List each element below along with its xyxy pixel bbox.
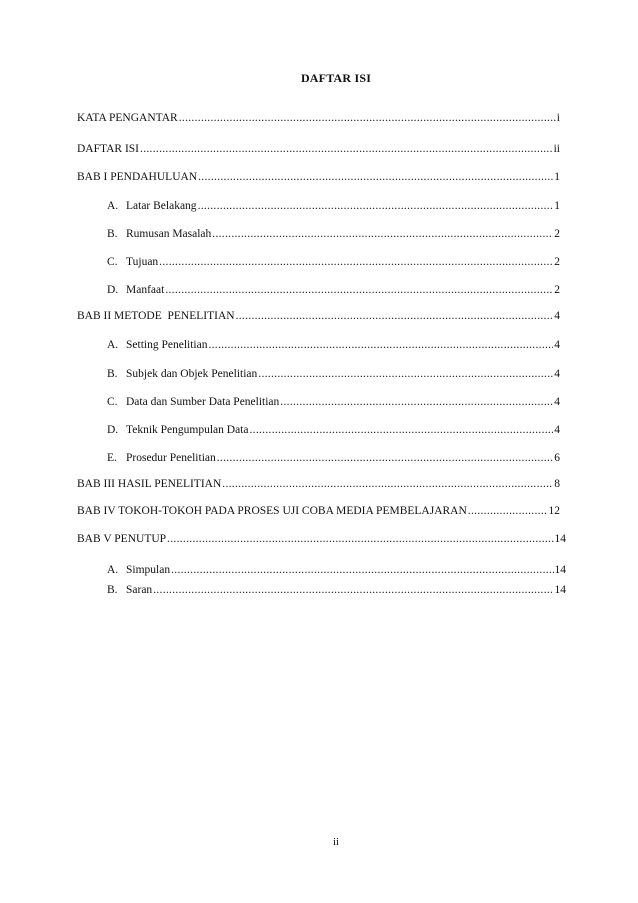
toc-entry-label: Rumusan Masalah (126, 228, 212, 240)
toc-entry-label: Manfaat (126, 284, 165, 296)
dot-leader (153, 582, 553, 598)
dot-leader (140, 141, 553, 157)
toc-entry-bab-3 (77, 476, 560, 492)
toc-entry-label: Prosedur Penelitian (126, 452, 216, 464)
toc-subentry-letter: E. (107, 452, 117, 464)
toc-entry-page: 4 (554, 310, 560, 322)
toc-entry-page: 4 (554, 368, 560, 380)
toc-subentry-manfaat (107, 282, 560, 298)
toc-entry-page: 6 (554, 452, 560, 464)
dot-leader (179, 110, 556, 126)
toc-entry-kata-pengantar (77, 110, 560, 126)
toc-entry-label: Simpulan (126, 564, 171, 576)
toc-entry-label: Teknik Pengumpulan Data (126, 424, 249, 436)
toc-entry-label: BAB II METODE PENELITIAN (77, 310, 235, 322)
page-title: DAFTAR ISI (300, 71, 372, 85)
toc-entry-bab-2 (77, 308, 560, 324)
toc-subentry-teknik-pengumpulan (107, 422, 560, 438)
dot-leader (258, 366, 553, 382)
toc-entry-label: Tujuan (126, 256, 159, 268)
toc-entry-page: 4 (554, 396, 560, 408)
toc-entry-bab-1 (77, 169, 560, 185)
toc-entry-label: BAB III HASIL PENELITIAN (77, 478, 222, 490)
toc-entry-label: KATA PENGANTAR (77, 112, 178, 124)
dot-leader (171, 562, 553, 578)
dot-leader (217, 450, 554, 466)
toc-subentry-saran (107, 582, 566, 598)
dot-leader (249, 422, 553, 438)
toc-entry-label: Data dan Sumber Data Penelitian (126, 396, 280, 408)
toc-subentry-latar-belakang (107, 198, 560, 214)
dot-leader (208, 337, 553, 353)
toc-entry-label: BAB I PENDAHULUAN (77, 171, 198, 183)
dot-leader (198, 198, 554, 214)
toc-entry-page: 2 (554, 256, 560, 268)
dot-leader (167, 531, 553, 547)
toc-entry-page: 1 (554, 171, 560, 183)
dot-leader (468, 503, 548, 519)
toc-entry-label: Setting Penelitian (126, 339, 208, 351)
toc-entry-bab-4 (77, 503, 560, 519)
toc-subentry-letter: C. (107, 396, 118, 408)
toc-subentry-rumusan-masalah (107, 226, 560, 242)
dot-leader (165, 282, 553, 298)
toc-subentry-letter: D. (107, 424, 119, 436)
toc-entry-page: i (556, 112, 560, 124)
toc-entry-daftar-isi (77, 141, 560, 157)
toc-entry-page: 8 (554, 478, 560, 490)
toc-subentry-prosedur-penelitian (107, 450, 560, 466)
toc-entry-page: 1 (554, 200, 560, 212)
toc-entry-page: 14 (554, 533, 566, 545)
toc-entry-page: 14 (554, 564, 566, 576)
toc-subentry-letter: B. (107, 228, 118, 240)
toc-subentry-letter: B. (107, 584, 118, 596)
dot-leader (159, 254, 553, 270)
toc-entry-label: DAFTAR ISI (77, 143, 140, 155)
dot-leader (280, 394, 553, 410)
toc-subentry-data-sumber (107, 394, 560, 410)
toc-subentry-simpulan (107, 562, 566, 578)
toc-entry-page: 4 (554, 424, 560, 436)
toc-entry-page: 12 (548, 505, 560, 517)
toc-entry-label: Subjek dan Objek Penelitian (126, 368, 258, 380)
toc-entry-page: 14 (554, 584, 566, 596)
toc-subentry-letter: B. (107, 368, 118, 380)
toc-entry-label: Latar Belakang (126, 200, 197, 212)
dot-leader (212, 226, 553, 242)
dot-leader (222, 476, 553, 492)
dot-leader (198, 169, 553, 185)
toc-entry-page: 4 (554, 339, 560, 351)
toc-entry-page: 2 (554, 228, 560, 240)
toc-entry-label: BAB IV TOKOH-TOKOH PADA PROSES UJI COBA MEDIA PEMBELAJARAN (77, 505, 467, 517)
toc-subentry-letter: A. (107, 200, 119, 212)
toc-entry-label: Saran (126, 584, 153, 596)
toc-entry-label: BAB V PENUTUP (77, 533, 167, 545)
toc-subentry-letter: C. (107, 256, 118, 268)
page-number: ii (332, 836, 340, 848)
toc-entry-page: ii (553, 143, 560, 155)
toc-subentry-setting-penelitian (107, 337, 560, 353)
toc-subentry-letter: D. (107, 284, 119, 296)
toc-entry-page: 2 (554, 284, 560, 296)
dot-leader (236, 308, 554, 324)
toc-subentry-letter: A. (107, 564, 119, 576)
toc-subentry-letter: A. (107, 339, 119, 351)
toc-subentry-tujuan (107, 254, 560, 270)
toc-subentry-subjek-objek (107, 366, 560, 382)
toc-entry-bab-5 (77, 531, 566, 547)
